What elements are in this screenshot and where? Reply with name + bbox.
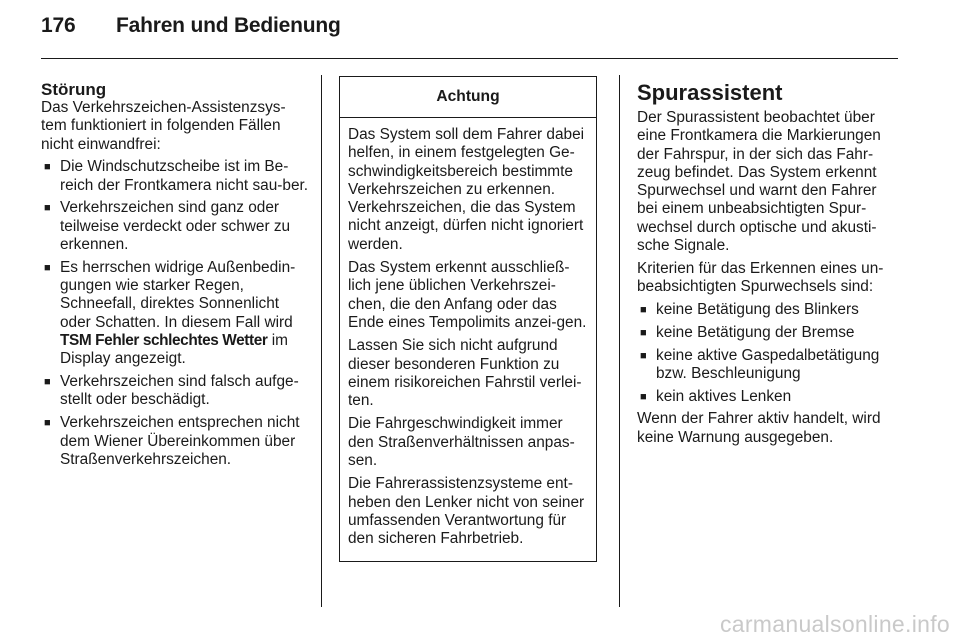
list-item: ■ Verkehrszeichen sind ganz oder teilweise verdeckt oder schwer zu erkennen. [41, 199, 309, 254]
left-intro-text: Das Verkehrszeichen-Assistenzsys-tem funktioniert in folgenden Fällen nicht einwandfrei: [41, 99, 286, 153]
list-item: ■ Verkehrszeichen entsprechen nicht dem Wiener Übereinkommen über Straßenverkehrszeichen. [41, 414, 309, 469]
list-item: ■ keine Betätigung des Blinkers [637, 301, 899, 319]
watermark-text: carmanualsonline.info [719, 611, 950, 637]
malfunction-list [41, 158, 309, 469]
column-divider-left [321, 75, 322, 607]
warning-paragraph: Das System soll dem Fahrer dabei helfen, in einem festgelegten Ge-schwindigkeitsbereich bestimmte Verkehrszeichen zu erkennen. Verkehrszeichen, die das System nicht anzeigt, dürfen nicht ignoriert werden. [348, 126, 585, 253]
list-item-text: Es herrschen widrige Außenbedin-gungen wie starker Regen, Schneefall, direktes Sonnenlicht oder Schatten. In diesem Fall wird [60, 258, 296, 331]
list-item: ■ kein aktives Lenken [637, 388, 899, 406]
right-column [637, 80, 899, 452]
warning-box [339, 76, 597, 562]
page-number: 176 [41, 14, 76, 37]
page-header [41, 14, 341, 38]
criteria-list [637, 301, 899, 406]
list-item-text: im Display angezeigt. [60, 332, 289, 368]
warning-paragraph: Lassen Sie sich nicht aufgrund dieser besonderen Funktion zu einem risikoreichen Fahrstil verlei-ten. [348, 337, 582, 410]
list-item: ■ keine aktive Gaspedalbetätigung bzw. Beschleunigung [637, 347, 899, 384]
warning-title: Achtung [340, 77, 596, 118]
warning-body [340, 118, 596, 549]
list-item: ■ Die Windschutzscheibe ist im Be-reich der Frontkamera nicht sau-ber. [41, 158, 309, 195]
column-divider-right [619, 75, 620, 607]
closing-text: Wenn der Fahrer aktiv handelt, wird keine Warnung ausgegeben. [637, 410, 881, 446]
header-rule [41, 58, 898, 59]
list-item [41, 259, 309, 369]
chapter-title: Fahren und Bedienung [116, 14, 341, 37]
section-heading-spurassistent: Spurassistent [637, 80, 783, 105]
criteria-intro-text: Kriterien für das Erkennen eines un-beabsichtigten Spurwechsels sind: [637, 259, 884, 296]
warning-paragraph: Die Fahrgeschwindigkeit immer den Straßenverhältnissen anpas-sen. [348, 415, 575, 470]
warning-paragraph: Die Fahrerassistenzsysteme ent-heben den Lenker nicht von seiner umfassenden Verantwortung für den sicheren Fahrbetrieb. [348, 475, 585, 548]
display-message: TSM Fehler schlechtes Wetter [60, 332, 268, 350]
right-intro-text: Der Spurassistent beobachtet über eine Frontkamera die Markierungen der Fahrspur, in der sich das Fahr-zeug befindet. Das System erkennt Spurwechsel und warnt den Fahrer bei einem unbeabsichtigten Spur-wechsel durch optische und akusti-sche Signale. [637, 109, 881, 255]
list-item: ■ keine Betätigung der Bremse [637, 324, 899, 342]
left-column [41, 80, 309, 474]
section-heading-stoerung: Störung [41, 80, 107, 99]
list-item: ■ Verkehrszeichen sind falsch aufge-stellt oder beschädigt. [41, 373, 309, 410]
warning-paragraph: Das System erkennt ausschließ-lich jene üblichen Verkehrszei-chen, die den Anfang oder das Ende eines Tempolimits anzei-gen. [348, 259, 587, 331]
